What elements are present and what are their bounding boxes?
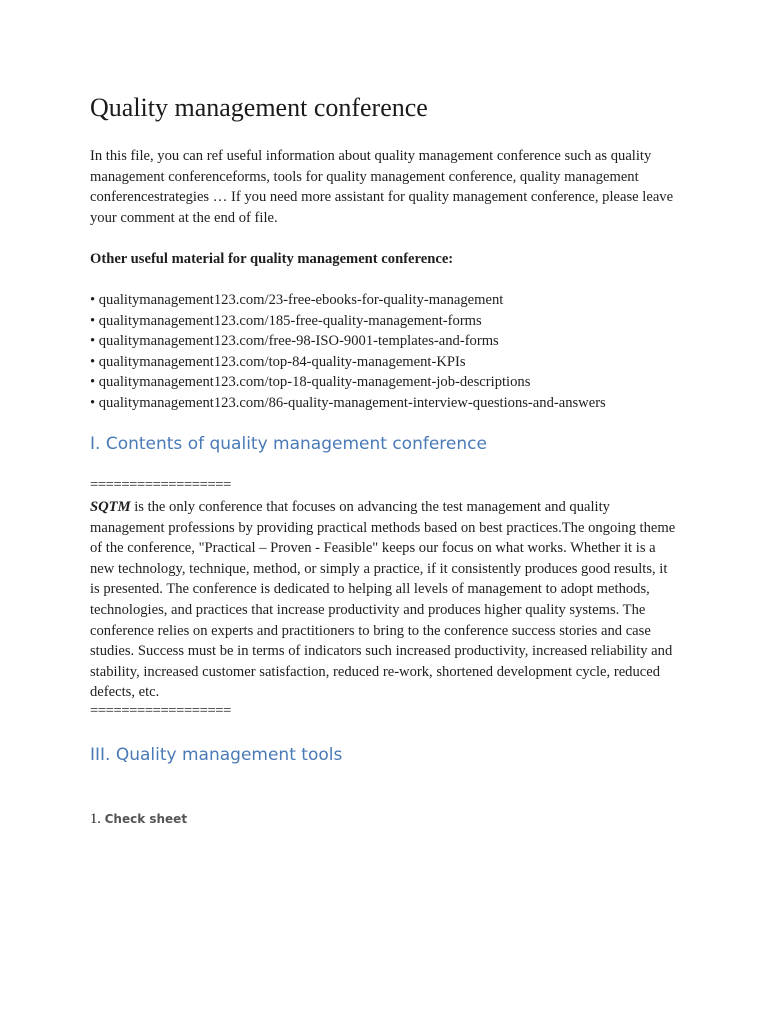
material-link[interactable]: • qualitymanagement123.com/86-quality-management-interview-questions-and-answers [90, 394, 606, 411]
material-link[interactable]: • qualitymanagement123.com/185-free-quality-management-forms [90, 312, 482, 329]
materials-heading: Other useful material for quality management conference: [90, 251, 454, 267]
material-link[interactable]: • qualitymanagement123.com/top-18-quality-management-job-descriptions [90, 374, 531, 391]
section-heading-contents: I. Contents of quality management conference [90, 434, 487, 454]
sqtm-term: SQTM [90, 499, 131, 515]
material-link[interactable]: • qualitymanagement123.com/23-free-ebooks-for-quality-management [90, 292, 504, 308]
sqtm-description: is the only conference that focuses on advancing the test management and quality management professions by providing practical methods based on best practices.The ongoing theme of the conference, "Practical – Proven - Feasible" keeps our focus on what works. Whether it is a new technology, technique, method, or simply a practice, if it consistently produces good results, it is presented. The conference is dedicated to helping all levels of management to adopt methods, technologies, and practices that increase productivity and produces higher quality systems. The conference relies on experts and practitioners to bring to the conference success stories and case studies. Success must be in terms of indicators such increased productivity, increased reliability and stability, increased customer satisfaction, reduced re-work, shortened development cycle, reduced defects, etc. [90, 499, 676, 701]
sqtm-paragraph [90, 497, 680, 703]
divider-top: ================== [90, 477, 231, 493]
material-link[interactable]: • qualitymanagement123.com/free-98-ISO-9001-templates-and-forms [90, 333, 499, 350]
tool-item-label: Check sheet [104, 812, 188, 826]
tool-item-number: 1. [90, 811, 105, 827]
tool-item-check-sheet [90, 809, 187, 829]
intro-paragraph: In this file, you can ref useful information about quality management conference such as quality management conferenceforms, tools for quality management conference, quality management conferencestrategies … If you need more assistant for quality management conference, please leave your comment at the end of file. [90, 148, 674, 226]
materials-link-list [90, 290, 606, 414]
section-heading-tools: III. Quality management tools [90, 745, 343, 765]
document-title: Quality management conference [90, 93, 428, 122]
material-link[interactable]: • qualitymanagement123.com/top-84-quality-management-KPIs [90, 353, 466, 370]
divider-bottom: ================== [90, 703, 231, 719]
